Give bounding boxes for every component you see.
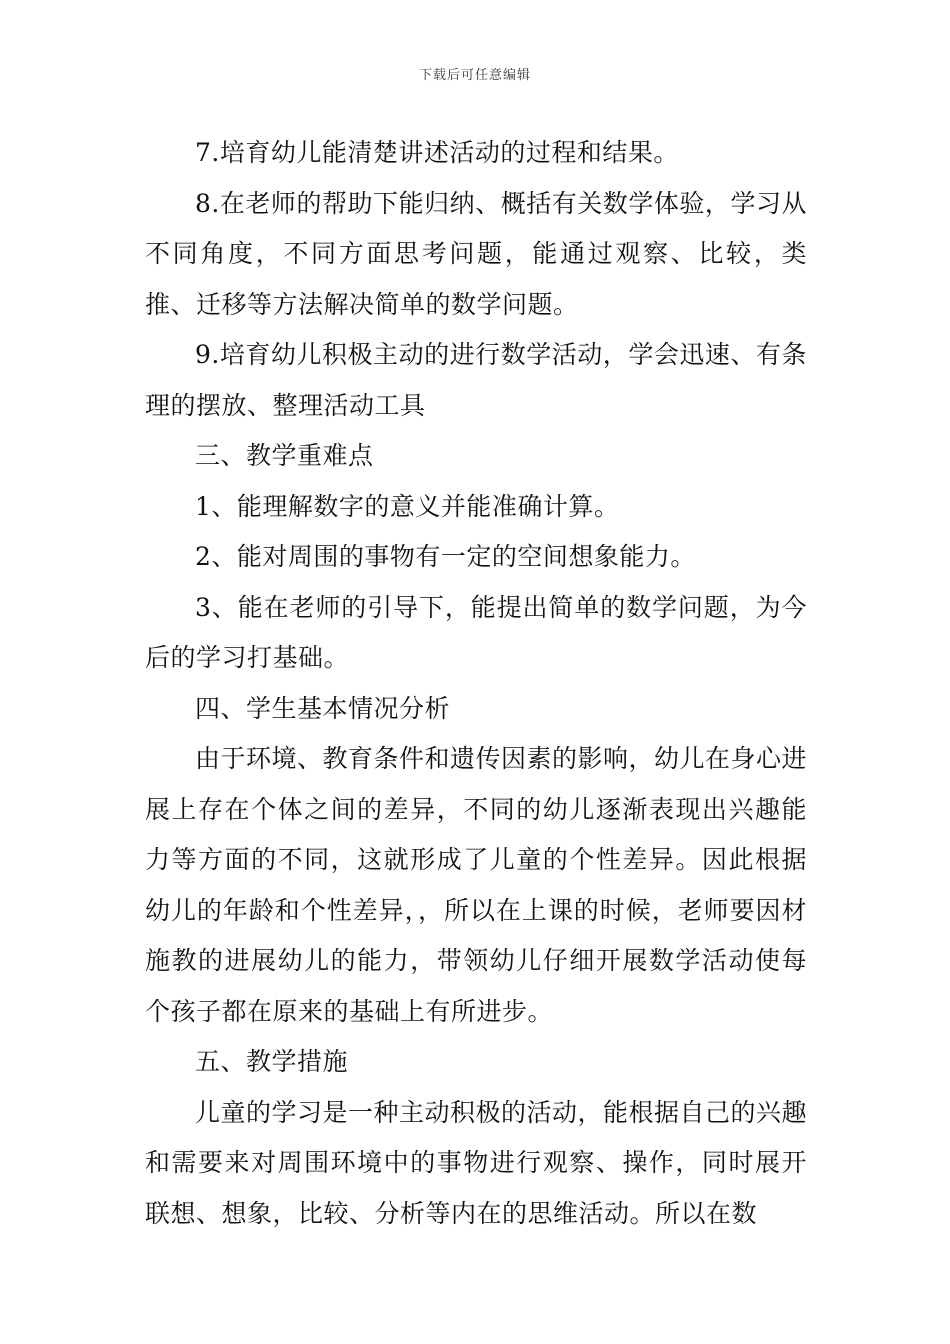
paragraph-objective-7: 7.培育幼儿能清楚讲述活动的过程和结果。 [195,138,679,167]
paragraph-key-point-3: 3、能在老师的引导下，能提出简单的数学问题，为今后的学习打基础。 [145,592,807,672]
section-heading-key-points: 三、教学重难点 [195,441,374,470]
page-header-note: 下载后可任意编辑 [418,68,531,83]
paragraph-key-point-1: 1、能理解数字的意义并能准确计算。 [195,491,620,521]
paragraph-objective-9: 9.培育幼儿积极主动的进行数学活动，学会迅速、有条理的摆放、整理活动工具 [145,340,807,420]
paragraph-student-analysis: 由于环境、教育条件和遗传因素的影响，幼儿在身心进展上存在个体之间的差异，不同的幼儿逐渐表现出兴趣能力等方面的不同，这就形成了儿童的个性差异。因此根据幼儿的年龄和个性差异，，所以在上课的时候，老师要因材施教的进展幼儿的能力，带领幼儿仔细开展数学活动使每个孩子都在原来的基础上有所进步。 [145,744,808,1026]
paragraph-objective-8: 8.在老师的帮助下能归纳、概括有关数学体验，学习从不同角度，不同方面思考问题，能通过观察、比较，类推、迁移等方法解决简单的数学问题。 [145,188,807,319]
paragraph-key-point-2: 2、能对周围的事物有一定的空间想象能力。 [195,542,696,571]
paragraph-teaching-measures: 儿童的学习是一种主动积极的活动，能根据自己的兴趣和需要来对周围环境中的事物进行观察、操作，同时展开联想、想象，比较、分析等内在的思维活动。所以在数 [145,1097,808,1228]
document-body [145,128,807,1239]
section-heading-student-analysis: 四、学生基本情况分析 [195,693,451,723]
section-heading-teaching-measures: 五、教学措施 [195,1047,349,1076]
